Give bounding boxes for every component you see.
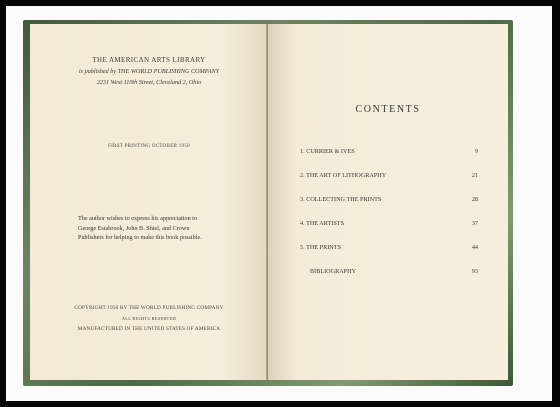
- toc-entry: [300, 196, 478, 206]
- toc-entry: [300, 244, 478, 254]
- toc-entry-label: BIBLIOGRAPHY: [310, 268, 357, 275]
- toc-entry: [300, 220, 478, 230]
- toc-entry: [300, 148, 478, 158]
- rights-reserved-line: ALL RIGHTS RESERVED: [121, 316, 177, 321]
- toc-entry-page: 37: [471, 220, 478, 227]
- toc-entry-page: 28: [471, 196, 478, 203]
- toc-entry-page: 93: [471, 268, 478, 275]
- toc-entry-page: 21: [471, 172, 478, 179]
- toc-entry: [300, 172, 478, 182]
- toc-entry-page: 44: [471, 244, 478, 251]
- acknowledgment-line: Publishers for helping to make this book possible.: [78, 234, 202, 241]
- toc-entry-label: 4. THE ARTISTS: [300, 220, 345, 227]
- publisher-address-line: 2231 West 110th Street, Cleveland 2, Ohio: [96, 79, 202, 86]
- toc-entry-page: 9: [474, 148, 478, 155]
- manufactured-line: MANUFACTURED IN THE UNITED STATES OF AMERICA: [77, 326, 221, 332]
- toc-entry-label: 3. COLLECTING THE PRINTS: [300, 196, 382, 203]
- toc-entry-label: 1. CURRIER & IVES: [300, 148, 355, 155]
- first-printing-note: FIRST PRINTING OCTOBER 1950: [108, 144, 190, 149]
- publisher-name-line: is published by THE WORLD PUBLISHING COMPANY: [78, 68, 220, 75]
- toc-entry: [300, 268, 478, 278]
- toc-entry-label: 5. THE PRINTS: [300, 244, 341, 251]
- left-page: [30, 24, 268, 380]
- publisher-series-title: THE AMERICAN ARTS LIBRARY: [92, 56, 206, 64]
- acknowledgment-line: The author wishes to express his appreciation to: [78, 215, 198, 222]
- toc-entry-label: 2. THE ART OF LITHOGRAPHY: [300, 172, 387, 179]
- right-page: [268, 24, 508, 380]
- contents-heading: CONTENTS: [355, 104, 421, 115]
- acknowledgment-line: George Estabrook, John B. Shiel, and Crown: [78, 224, 190, 232]
- acknowledgment-paragraph: [78, 214, 248, 243]
- copyright-line: COPYRIGHT 1950 BY THE WORLD PUBLISHING COMPANY: [74, 305, 224, 311]
